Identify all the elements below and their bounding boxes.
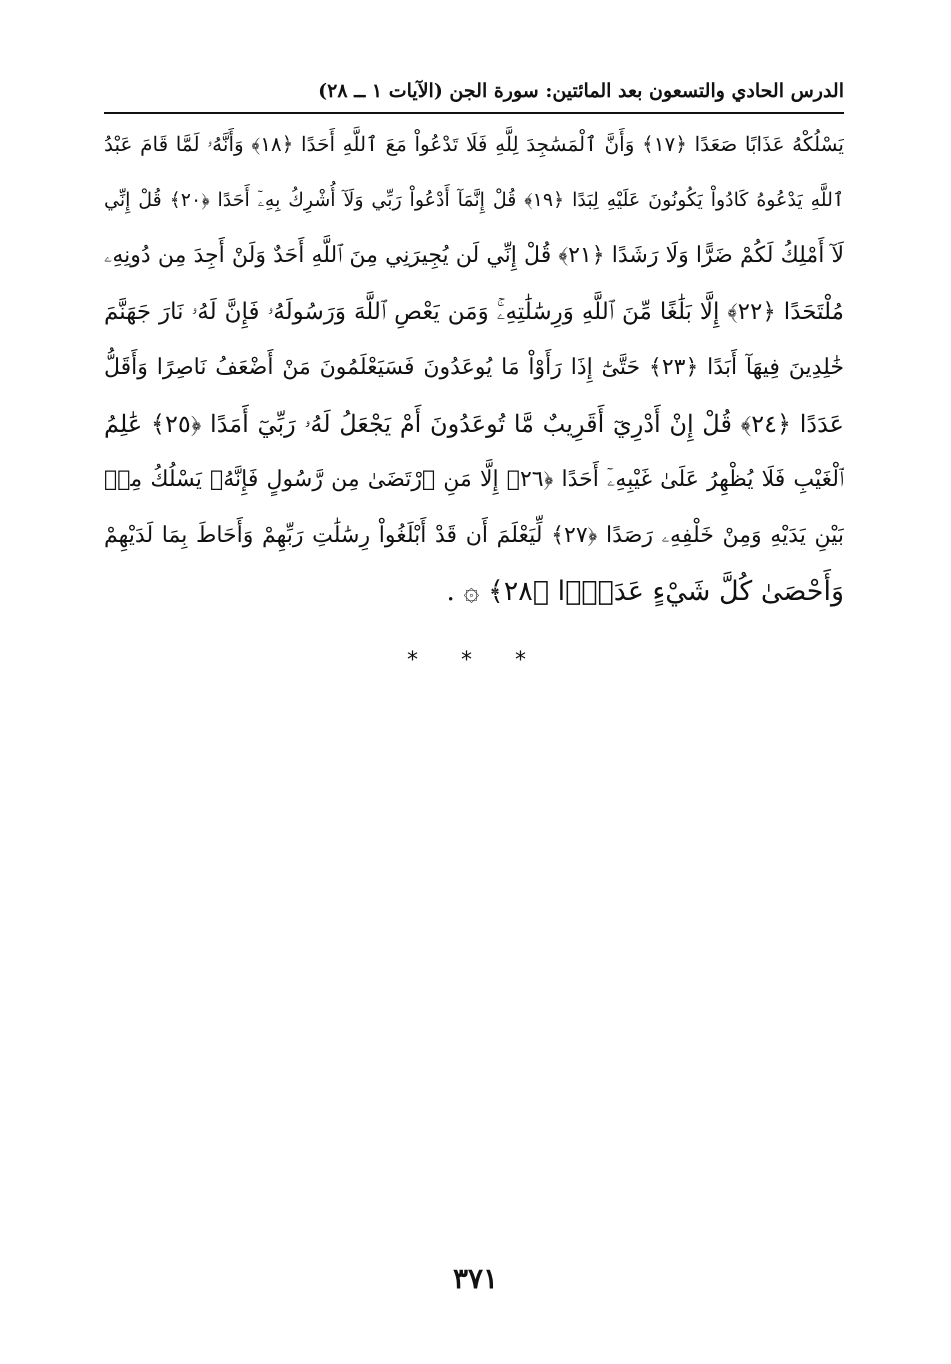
quran-verses-block bbox=[104, 116, 844, 620]
verse-line: خَٰلِدِينَ فِيهَآ أَبَدًا ﴿٢٣﴾ حَتَّىٰٓ إِذَا رَأَوْاْ مَا يُوعَدُونَ فَسَيَعْلَمُونَ مَنْ أَضْعَفُ نَاصِرًا وَأَقَلُّ bbox=[104, 355, 844, 380]
verse-line: لَآ أَمْلِكُ لَكُمْ ضَرًّا وَلَا رَشَدًا ﴿٢١﴾ قُلْ إِنِّي لَن يُجِيرَنِي مِنَ ٱللَّهِ أَحَدٌ وَلَنْ أَجِدَ مِن دُونِهِۦ bbox=[104, 243, 844, 268]
verse-line: ٱللَّهِ يَدْعُوهُ كَادُواْ يَكُونُونَ عَلَيْهِ لِبَدًا ﴿١٩﴾ قُلْ إِنَّمَآ أَدْعُواْ رَبِّي وَلَآ أُشْرِكُ بِهِۦٓ أَحَدًا ﴿٢٠﴾ قُلْ إِنِّي bbox=[104, 189, 844, 211]
running-head: الدرس الحادي والتسعون بعد المائتين: سورة الجن (الآيات ١ ــ ٢٨) bbox=[318, 80, 844, 102]
verse-line: بَيْنِ يَدَيْهِ وَمِنْ خَلْفِهِۦ رَصَدًا ﴿٢٧﴾ لِّيَعْلَمَ أَن قَدْ أَبْلَغُواْ رِسَٰلَٰتِ رَبِّهِمْ وَأَحَاطَ بِمَا لَدَيْهِمْ bbox=[104, 523, 844, 548]
verse-line: مُلْتَحَدًا ﴿٢٢﴾ إِلَّا بَلَٰغًا مِّنَ ٱللَّهِ وَرِسَٰلَٰتِهِۦۚ وَمَن يَعْصِ ٱللَّهَ وَرَسُولَهُۥ فَإِنَّ لَهُۥ نَارَ جَهَنَّمَ bbox=[104, 299, 844, 325]
verse-line-last: وَأَحْصَىٰ كُلَّ شَيْءٍ عَدَدًۢا ﴿٢٨﴾ ۞ . bbox=[446, 576, 844, 607]
section-separator: * * * bbox=[407, 648, 544, 673]
page-number: ٣٧١ bbox=[452, 1262, 499, 1295]
verse-line: عَدَدًا ﴿٢٤﴾ قُلْ إِنْ أَدْرِيٓ أَقَرِيبٌ مَّا تُوعَدُونَ أَمْ يَجْعَلُ لَهُۥ رَبِّيٓ أَمَدًا ﴿٢٥﴾ عَٰلِمُ bbox=[104, 410, 844, 438]
header-rule bbox=[104, 112, 844, 114]
verse-line: ٱلْغَيْبِ فَلَا يُظْهِرُ عَلَىٰ غَيْبِهِۦٓ أَحَدًا ﴿٢٦﴾ إِلَّا مَنِ ٱرْتَضَىٰ مِن رَّسُولٍ فَإِنَّهُۥ يَسْلُكُ مِنۢ bbox=[104, 467, 844, 492]
verse-line: يَسْلُكْهُ عَذَابًا صَعَدًا ﴿١٧﴾ وَأَنَّ ٱلْمَسَٰجِدَ لِلَّهِ فَلَا تَدْعُواْ مَعَ ٱللَّهِ أَحَدًا ﴿١٨﴾ وَأَنَّهُۥ لَمَّا قَامَ عَبْدُ bbox=[104, 132, 844, 156]
page-header bbox=[104, 78, 844, 110]
